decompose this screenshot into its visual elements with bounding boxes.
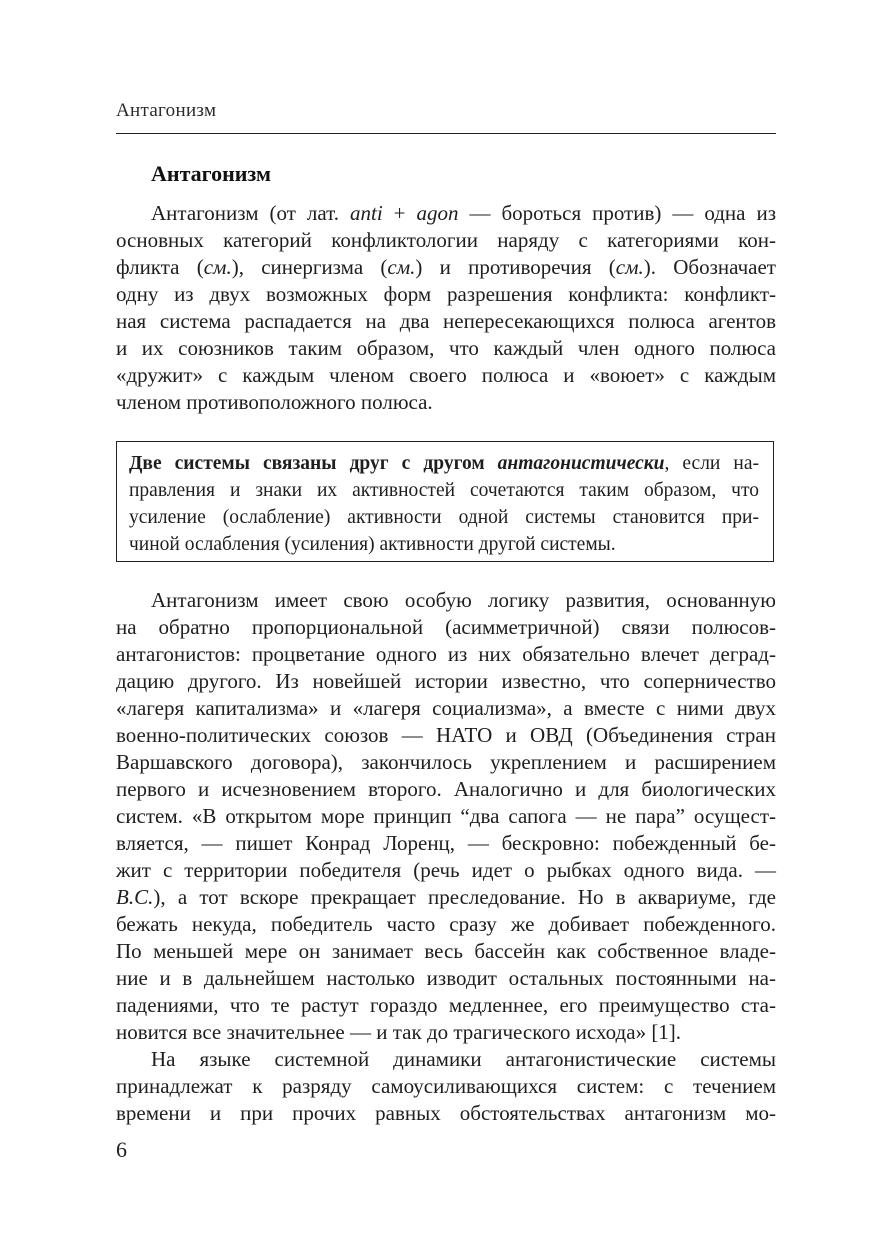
text-line: «дружит» с каждым членом своего полюса и «воюет» с каждым [116, 363, 776, 387]
text-line: первого и исчезновением второго. Аналогично и для биологических [116, 777, 776, 801]
text-line: и их союзников таким образом, что каждый член одного полюса [116, 336, 776, 360]
text-line: дацию другого. Из новейшей истории известно, что соперничество [116, 669, 776, 693]
defined-term: антагонистически [497, 453, 665, 474]
text-line: на обратно пропорциональной (асимметричной) связи полюсов- [116, 615, 776, 639]
latin-term: anti [349, 201, 383, 225]
text-line: падениями, что те растут гораздо медленнее, его преимущество ста- [116, 993, 776, 1017]
cross-reference: см. [203, 255, 232, 279]
text-line: В.С.), а тот вскоре прекращает преследование. Но в аквариуме, где [116, 885, 776, 909]
text-line: «лагеря капитализма» и «лагеря социализма», а вместе с ними двух [116, 696, 776, 720]
text-line: принадлежат к разряду самоусиливающихся систем: с течением [116, 1074, 776, 1098]
text-line: По меньшей мере он занимает весь бассейн как собственное владе- [116, 939, 776, 963]
text-line: вляется, — пишет Конрад Лоренц, — бескровно: побежденный бе- [116, 831, 776, 855]
definition-line: чиной ослабления (усиления) активности другой системы. [129, 534, 616, 555]
cross-reference: см. [615, 255, 644, 279]
cross-reference: см. [387, 255, 416, 279]
text-line: времени и при прочих равных обстоятельствах антагонизм мо- [116, 1101, 776, 1125]
definition-line: правления и знаки их активностей сочетаются таким образом, что [129, 480, 759, 501]
text-line: основных категорий конфликтологии наряду с категориями кон- [116, 228, 776, 252]
text-line: одну из двух возможных форм разрешения конфликта: конфликт- [116, 282, 776, 306]
text-line: фликта (см.), синергизма (см.) и противоречия (см.). Обозначает [116, 255, 776, 279]
text-line: членом противоположного полюса. [116, 390, 433, 414]
text-line: бежать некуда, победитель часто сразу же добивает побежденного. [116, 912, 776, 936]
running-head: Антагонизм [116, 100, 217, 121]
definition-line: Две системы связаны друг с другом антагонистически, если на- [129, 453, 760, 474]
header-rule [116, 133, 776, 134]
text-line: жит с территории победителя (речь идет о рыбках одного вида. — [116, 858, 776, 882]
text-line: ние и в дальнейшем настолько изводит остальных постоянными на- [116, 966, 776, 990]
page-number: 6 [116, 1137, 127, 1162]
article-title: Антагонизм [151, 161, 271, 186]
text-line: Антагонизм (от лат. anti + agon — бороться против) — одна из [151, 201, 777, 225]
text-line: ная система распадается на два непересекающихся полюса агентов [116, 309, 776, 333]
latin-term: agon [416, 201, 459, 225]
definition-line: усиление (ослабление) активности одной системы становится при- [129, 507, 759, 528]
text-line: Антагонизм имеет свою особую логику развития, основанную [151, 588, 776, 612]
author-initials: В.С. [116, 885, 154, 909]
text-line: новится все значительнее — и так до трагического исхода» [1]. [116, 1020, 682, 1044]
text-line: антагонистов: процветание одного из них обязательно влечет деград- [116, 642, 776, 666]
text-line: Варшавского договора), закончилось укреплением и расширением [116, 750, 776, 774]
text-line: военно-политических союзов — НАТО и ОВД (Объединения стран [116, 723, 776, 747]
text-line: На языке системной динамики антагонистические системы [151, 1047, 776, 1071]
text-line: систем. «В открытом море принцип “два сапога — не пара” осущест- [116, 804, 776, 828]
